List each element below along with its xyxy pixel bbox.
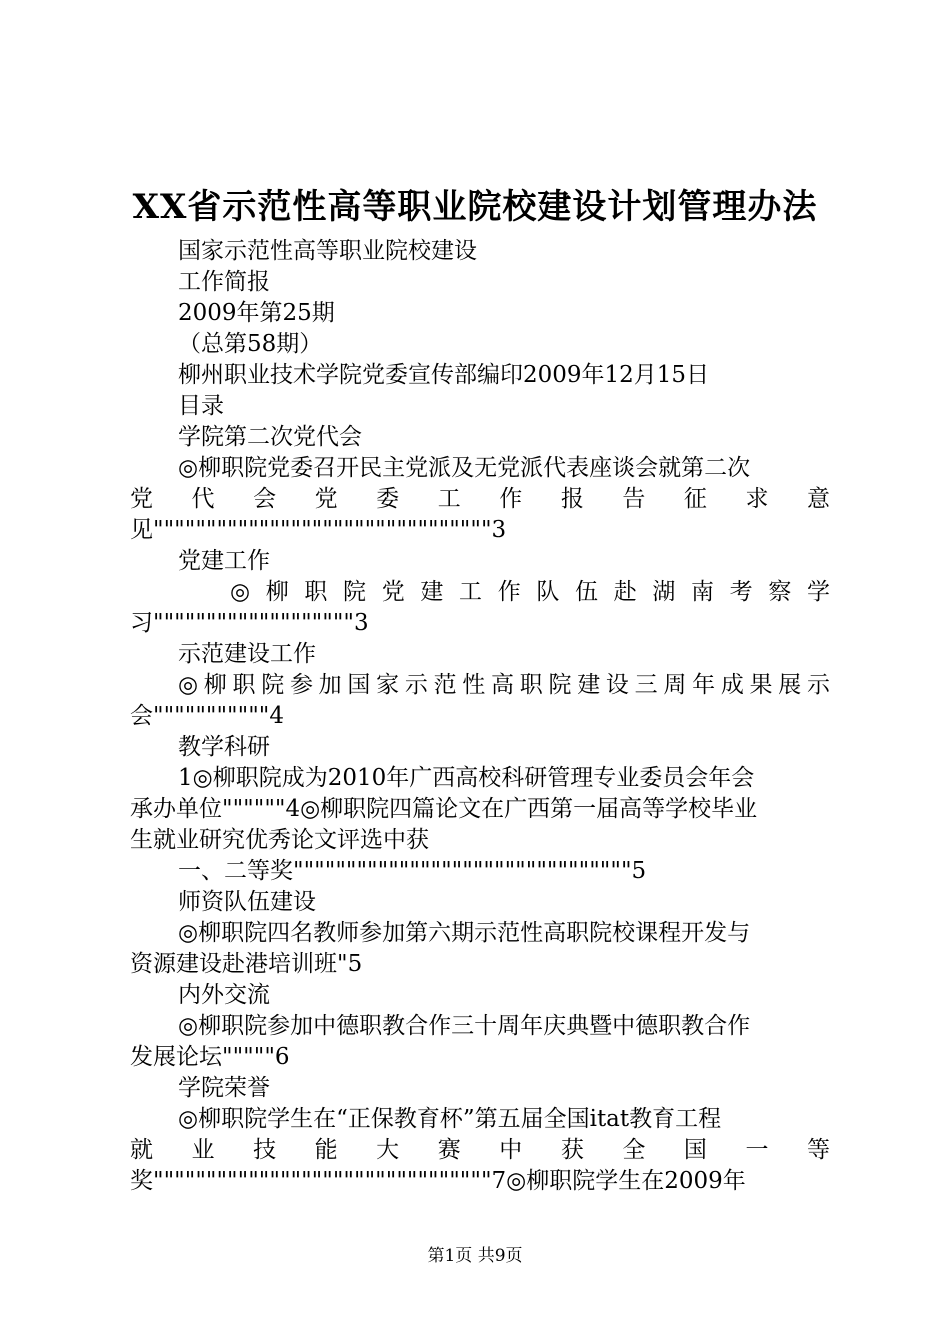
toc-entry: 承办单位""""""4◎柳职院四篇论文在广西第一届高等学校毕业 — [130, 796, 758, 822]
text-line: （总第58期） — [178, 331, 323, 357]
document-body — [130, 236, 830, 1197]
section-heading: 内外交流 — [178, 982, 270, 1008]
toc-entry: 会"""""""""""4 — [130, 703, 285, 729]
toc-entry: 就 业 技 能 大 赛 中 获 全 国 一 等 — [130, 1137, 830, 1163]
toc-entry: ◎柳职院学生在“正保教育杯”第五届全国itat教育工程 — [178, 1106, 722, 1132]
toc-entry: 奖""""""""""""""""""""""""""""""""7◎柳职院学生在2009年 — [130, 1168, 746, 1194]
toc-entry: 发展论坛"""""6 — [130, 1044, 290, 1070]
section-heading: 党建工作 — [178, 548, 270, 574]
document-title: XX省示范性高等职业院校建设计划管理办法 — [132, 187, 818, 227]
toc-entry: ◎柳职院参加国家示范性高职院建设三周年成果展示 — [178, 672, 830, 698]
section-heading: 示范建设工作 — [178, 641, 316, 667]
section-heading: 师资队伍建设 — [178, 889, 316, 915]
toc-entry: 见""""""""""""""""""""""""""""""""3 — [130, 517, 507, 543]
toc-entry: 资源建设赴港培训班"5 — [130, 951, 363, 977]
toc-entry: ◎柳职院党委召开民主党派及无党派代表座谈会就第二次 — [178, 455, 751, 481]
text-line: 2009年第25期 — [178, 300, 335, 326]
toc-entry: ◎柳职院四名教师参加第六期示范性高职院校课程开发与 — [178, 920, 751, 946]
toc-entry: 1◎柳职院成为2010年广西高校科研管理专业委员会年会 — [178, 765, 755, 791]
section-heading: 学院荣誉 — [178, 1075, 270, 1101]
toc-entry: ◎ 柳 职 院 党 建 工 作 队 伍 赴 湖 南 考 察 学 — [230, 579, 830, 605]
page-footer: 第1页 共9页 — [427, 1246, 523, 1266]
toc-entry: ◎柳职院参加中德职教合作三十周年庆典暨中德职教合作 — [178, 1013, 751, 1039]
section-heading: 教学科研 — [178, 734, 270, 760]
toc-entry: 一、二等奖""""""""""""""""""""""""""""""""5 — [178, 858, 647, 884]
toc-entry: 习"""""""""""""""""""3 — [130, 610, 369, 636]
text-line: 柳州职业技术学院党委宣传部编印2009年12月15日 — [178, 362, 710, 388]
text-line: 国家示范性高等职业院校建设 — [178, 238, 477, 264]
toc-heading: 目录 — [178, 393, 224, 419]
toc-entry: 生就业研究优秀论文评选中获 — [130, 827, 429, 853]
section-heading: 学院第二次党代会 — [178, 424, 362, 450]
toc-entry: 党 代 会 党 委 工 作 报 告 征 求 意 — [130, 486, 830, 512]
text-line: 工作简报 — [178, 269, 270, 295]
